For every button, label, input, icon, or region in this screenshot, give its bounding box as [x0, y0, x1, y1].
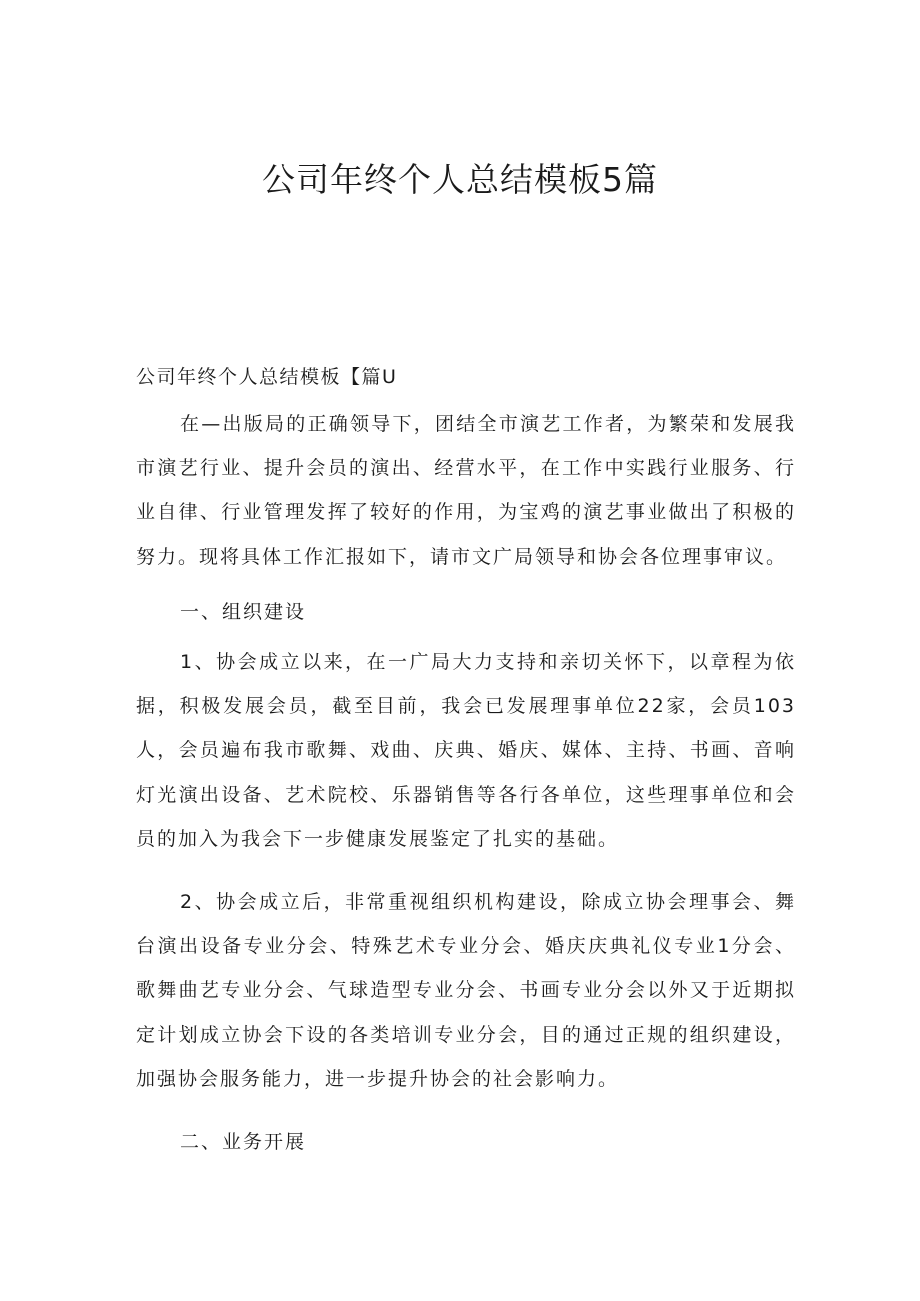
paragraph-structure: 2、协会成立后，非常重视组织机构建设，除成立协会理事会、舞台演出设备专业分会、特殊艺术专业分会、婚庆庆典礼仪专业1分会、歌舞曲艺专业分会、气球造型专业分会、书画专业分会以外又于近期拟定计划成立协会下设的各类培训专业分会，目的通过正规的组织建设，加强协会服务能力，进一步提升协会的社会影响力。	[136, 891, 796, 1090]
heading-business: 二、业务开展	[180, 1131, 307, 1153]
document-title: 公司年终个人总结模板5篇	[262, 160, 658, 199]
section-subtitle: 公司年终个人总结模板【篇U	[136, 366, 398, 388]
heading-organization: 一、组织建设	[180, 601, 307, 623]
paragraph-membership: 1、协会成立以来，在一广局大力支持和亲切关怀下，以章程为依据，积极发展会员，截至目前，我会已发展理事单位22家，会员103人，会员遍布我市歌舞、戏曲、庆典、婚庆、媒体、主持、书画、音响灯光演出设备、艺术院校、乐器销售等各行各单位，这些理事单位和会员的加入为我会下一步健康发展鉴定了扎实的基础。	[136, 651, 796, 850]
paragraph-intro: 在—出版局的正确领导下，团结全市演艺工作者，为繁荣和发展我市演艺行业、提升会员的演出、经营水平，在工作中实践行业服务、行业自律、行业管理发挥了较好的作用，为宝鸡的演艺事业做出了积极的努力。现将具体工作汇报如下，请市文广局领导和协会各位理事审议。	[136, 413, 796, 568]
